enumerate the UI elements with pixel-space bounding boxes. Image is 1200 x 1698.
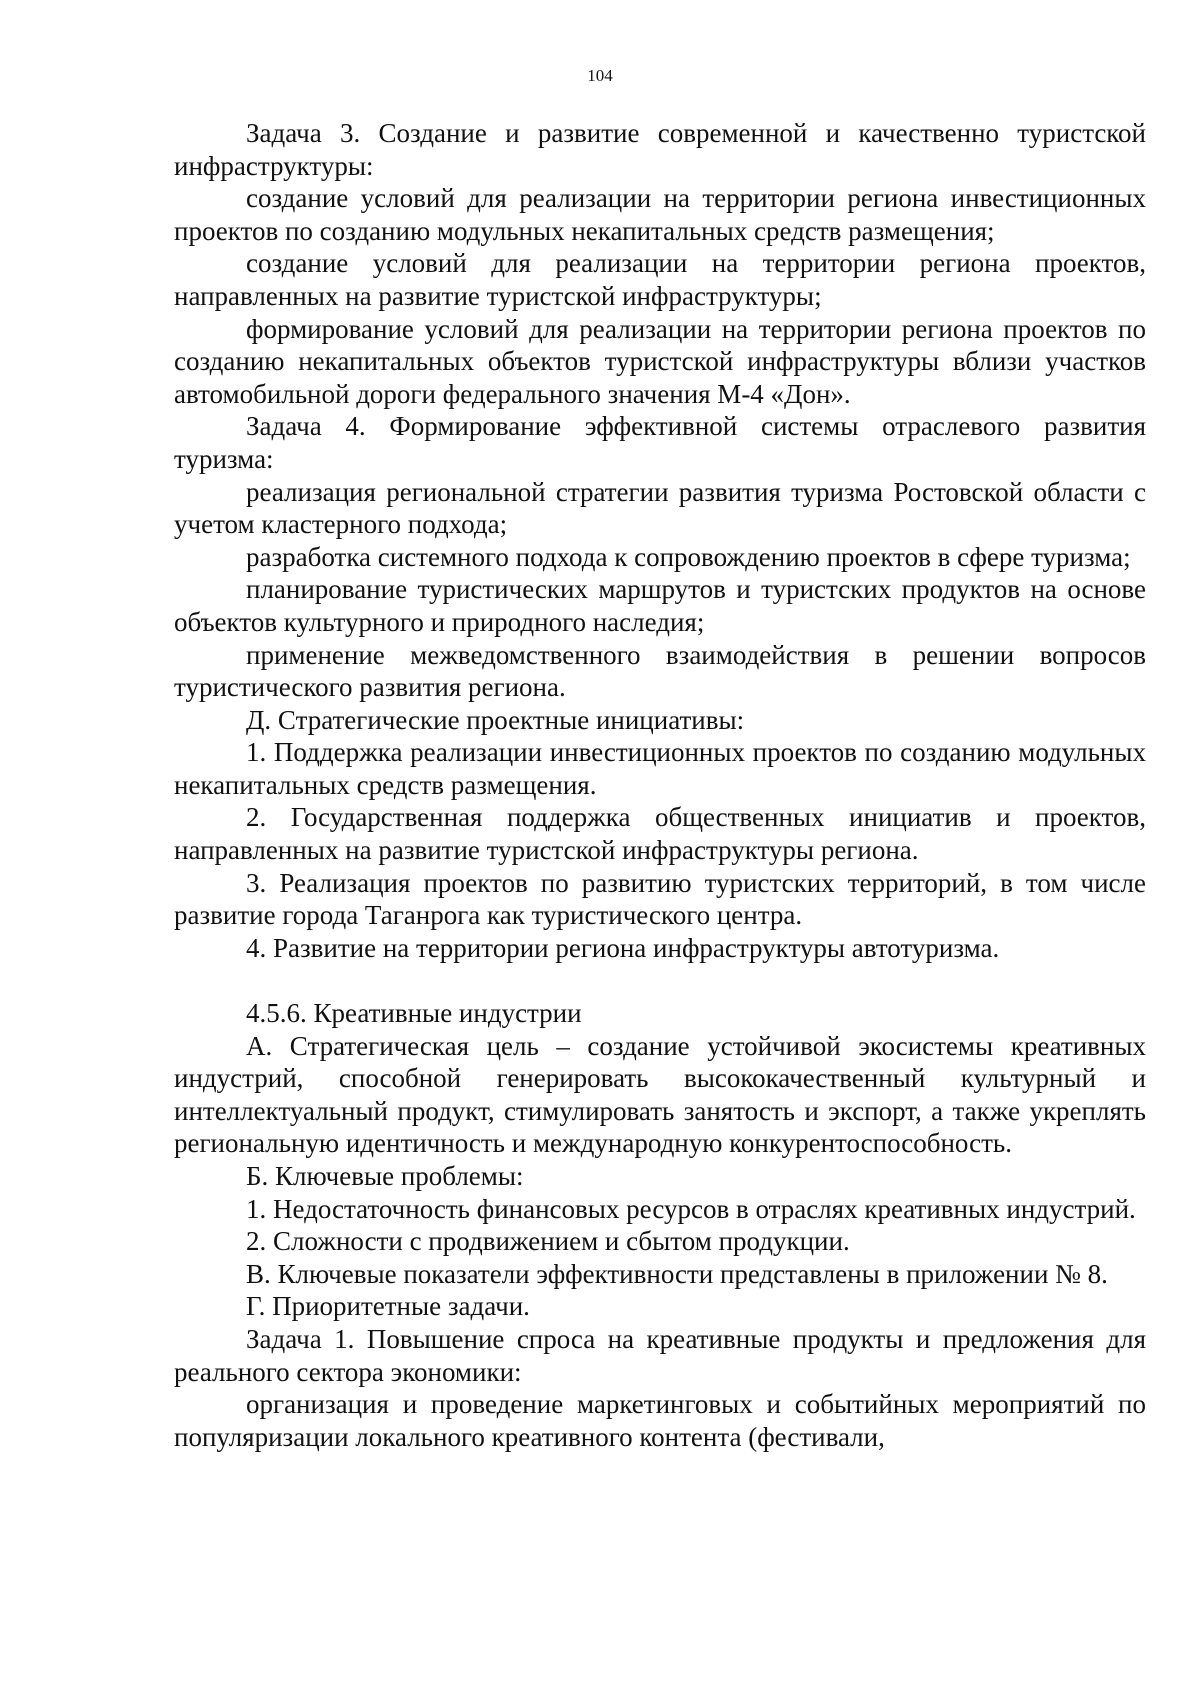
task-1-heading: Задача 1. Повышение спроса на креативные продукты и предложения для реального сектора экономики: bbox=[174, 1323, 1146, 1387]
section-heading: 4.5.6. Креативные индустрии bbox=[246, 998, 582, 1029]
initiatives-heading: Д. Стратегические проектные инициативы: bbox=[246, 704, 745, 735]
priority-tasks-heading: Г. Приоритетные задачи. bbox=[246, 1291, 530, 1322]
paragraph: создание условий для реализации на территории региона инвестиционных проектов по созданию модульных некапитальных средств размещения; bbox=[174, 183, 1146, 246]
kpi-reference: В. Ключевые показатели эффективности представлены в приложении № 8. bbox=[246, 1258, 1108, 1289]
paragraph: создание условий для реализации на территории региона проектов, направленных на развитие туристской инфраструктуры; bbox=[174, 248, 1146, 311]
paragraph: применение межведомственного взаимодействия в решении вопросов туристического развития региона. bbox=[174, 639, 1146, 703]
task-4-heading: Задача 4. Формирование эффективной системы отраслевого развития туризма: bbox=[174, 411, 1146, 474]
task-3-heading: Задача 3. Создание и развитие современной и качественно туристской инфраструктуры: bbox=[174, 118, 1146, 181]
paragraph: организация и проведение маркетинговых и событийных мероприятий по популяризации локального креативного контента (фестивали, bbox=[174, 1389, 1146, 1452]
paragraph: формирование условий для реализации на территории региона проектов по созданию некапитальных объектов туристской инфраструктуры вблизи участков автомобильной дороги федерального значения М-4 «Дон». bbox=[174, 313, 1146, 409]
list-item: 1. Недостаточность финансовых ресурсов в отраслях креативных индустрий. bbox=[246, 1193, 1136, 1224]
problems-heading: Б. Ключевые проблемы: bbox=[246, 1161, 524, 1191]
list-item: 1. Поддержка реализации инвестиционных проектов по созданию модульных некапитальных средств размещения. bbox=[174, 737, 1146, 800]
paragraph: разработка системного подхода к сопровождению проектов в сфере туризма; bbox=[246, 541, 1131, 572]
list-item: 2. Сложности с продвижением и сбытом продукции. bbox=[246, 1226, 850, 1257]
strategic-goal: А. Стратегическая цель – создание устойчивой экосистемы креативных индустрий, способной генерировать высококачественный культурный и интеллектуальный продукт, стимулировать занятость и экспорт, а также укреплять региональную идентичность и международную конкурентоспособность. bbox=[174, 1030, 1146, 1159]
document-body bbox=[174, 117, 1146, 1453]
list-item: 4. Развитие на территории региона инфраструктуры автотуризма. bbox=[246, 932, 1000, 963]
paragraph: планирование туристических маршрутов и туристских продуктов на основе объектов культурного и природного наследия; bbox=[174, 574, 1146, 637]
list-item: 2. Государственная поддержка общественных инициатив и проектов, направленных на развитие туристской инфраструктуры региона. bbox=[174, 802, 1146, 866]
paragraph: реализация региональной стратегии развития туризма Ростовской области с учетом кластерного подхода; bbox=[174, 476, 1146, 540]
blank-line bbox=[174, 964, 1146, 997]
list-item: 3. Реализация проектов по развитию туристских территорий, в том числе развитие города Таганрога как туристического центра. bbox=[174, 867, 1146, 931]
page-number: 104 bbox=[587, 66, 613, 85]
